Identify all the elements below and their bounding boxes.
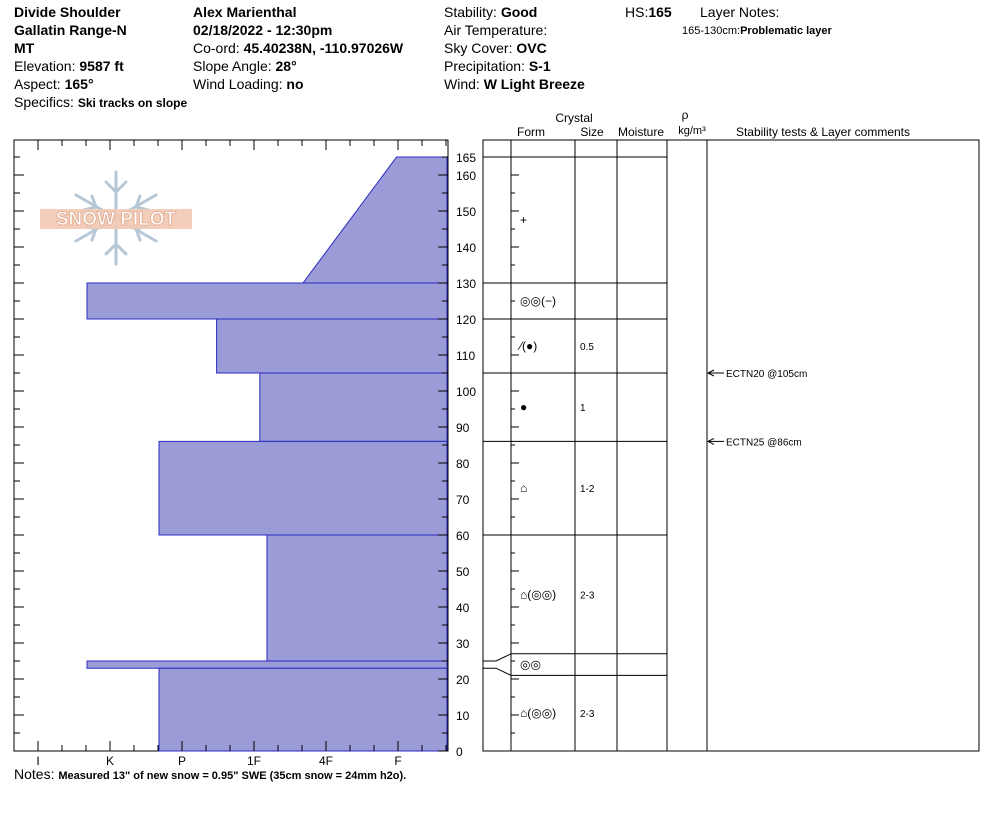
grain-form-7: ⌂(◎◎) <box>520 706 557 721</box>
column-headers <box>517 108 910 139</box>
size-header: Size <box>580 125 604 139</box>
depth-label-30: 30 <box>456 637 470 651</box>
depth-label-20: 20 <box>456 673 470 687</box>
test-label-0: ECTN20 @105cm <box>726 369 808 380</box>
specifics-value: Ski tracks on slope <box>77 96 188 110</box>
stability-tests <box>708 369 807 448</box>
depth-label-80: 80 <box>456 457 470 471</box>
rho-header: ρ <box>681 108 689 122</box>
wind-value: W Light Breeze <box>483 76 585 92</box>
depth-label-100: 100 <box>456 385 477 399</box>
hardness-bar-6 <box>87 661 447 668</box>
state-name: MT <box>14 40 35 56</box>
aspect-label: Aspect: <box>14 76 65 92</box>
notes-text: Measured 13" of new snow = 0.95" SWE (35cm snow = 24mm h2o). <box>58 770 407 782</box>
comments-header: Stability tests & Layer comments <box>735 125 911 139</box>
hardness-label-F: F <box>394 754 402 768</box>
hardness-label-4F: 4F <box>318 754 334 768</box>
coord-value: 45.40238N, -110.97026W <box>243 40 404 56</box>
hardness-bar-1 <box>87 283 447 319</box>
grain-form-4: ⌂ <box>520 481 528 496</box>
depth-label-40: 40 <box>456 601 470 615</box>
location-name: Divide Shoulder <box>14 4 121 20</box>
hardness-bar-5 <box>267 535 447 661</box>
density-unit-header: kg/m³ <box>678 125 706 137</box>
hardness-bar-3 <box>260 373 447 441</box>
thin-layer-connector-top <box>483 654 511 661</box>
slope-label: Slope Angle: <box>193 58 276 74</box>
hardness-label-1F: 1F <box>246 754 262 768</box>
grain-size-7: 2-3 <box>580 709 595 721</box>
grain-size-5: 2-3 <box>580 590 595 602</box>
hardness-label-I: I <box>36 754 40 768</box>
grain-form-2: ⁄(●) <box>520 339 538 353</box>
hardness-bar-7 <box>159 668 447 751</box>
aspect-value: 165° <box>64 76 94 92</box>
slope-value: 28° <box>275 58 297 74</box>
depth-label-160: 160 <box>456 169 477 183</box>
hardness-label-K: K <box>105 754 115 768</box>
hardness-axis-labels <box>36 754 401 768</box>
grain-size-3: 1 <box>580 403 586 415</box>
depth-label-165: 165 <box>456 151 477 165</box>
depth-label-10: 10 <box>456 709 470 723</box>
grain-form-5: ⌂(◎◎) <box>520 587 557 602</box>
depth-label-110: 110 <box>456 349 476 363</box>
depth-label-70: 70 <box>456 493 470 507</box>
range-name: Gallatin Range-N <box>14 22 127 38</box>
depth-label-150: 150 <box>456 205 477 219</box>
grain-form-1: ◎◎(−) <box>520 294 556 308</box>
sky-value: OVC <box>516 40 547 56</box>
depth-label-120: 120 <box>456 313 477 327</box>
hardness-bar-2 <box>217 319 447 373</box>
depth-label-50: 50 <box>456 565 470 579</box>
snowpilot-logo <box>40 172 192 264</box>
sky-label: Sky Cover: <box>444 40 517 56</box>
crystal-header: Crystal <box>555 111 593 125</box>
depth-label-0: 0 <box>456 745 463 759</box>
wind-loading-value: no <box>286 76 304 92</box>
wind-loading-label: Wind Loading: <box>193 76 287 92</box>
grain-form-0: + <box>520 213 528 227</box>
elevation-value: 9587 ft <box>79 58 124 74</box>
notes-label: Notes: <box>14 766 59 782</box>
layer-note-text: Problematic layer <box>740 25 832 37</box>
layer-notes-label: Layer Notes: <box>700 4 780 20</box>
logo-text: SNOW PILOT <box>55 209 177 230</box>
specifics-label: Specifics: <box>14 94 78 110</box>
grain-form-3: ● <box>520 400 528 415</box>
stability-label: Stability: <box>444 4 501 20</box>
stability-value: Good <box>500 4 538 20</box>
form-header: Form <box>517 125 545 139</box>
precip-label: Precipitation: <box>444 58 529 74</box>
coord-label: Co-ord: <box>193 40 244 56</box>
precip-value: S-1 <box>528 58 551 74</box>
hardness-bars <box>87 157 447 751</box>
observer-name: Alex Marienthal <box>193 4 297 20</box>
layer-note-range: 165-130cm: <box>682 25 741 37</box>
grain-form-6: ◎◎ <box>520 657 541 672</box>
wind-label: Wind: <box>444 76 484 92</box>
hardness-bar-0 <box>303 157 447 283</box>
thin-layer-connector-bottom <box>483 668 511 675</box>
depth-label-130: 130 <box>456 277 477 291</box>
obs-datetime: 02/18/2022 - 12:30pm <box>193 22 333 38</box>
elevation-label: Elevation: <box>14 58 80 74</box>
hs-value: 165 <box>648 4 672 20</box>
moisture-header: Moisture <box>617 125 665 139</box>
test-label-1: ECTN25 @86cm <box>726 437 802 449</box>
depth-label-140: 140 <box>456 241 477 255</box>
hs-label: HS: <box>625 4 649 20</box>
depth-label-90: 90 <box>456 421 470 435</box>
depth-label-60: 60 <box>456 529 470 543</box>
grain-size-2: 0.5 <box>580 342 594 353</box>
air-temp-label: Air Temperature: <box>444 22 548 38</box>
grain-size-4: 1-2 <box>580 484 595 496</box>
hardness-label-P: P <box>177 754 187 768</box>
hardness-bar-4 <box>159 441 447 535</box>
